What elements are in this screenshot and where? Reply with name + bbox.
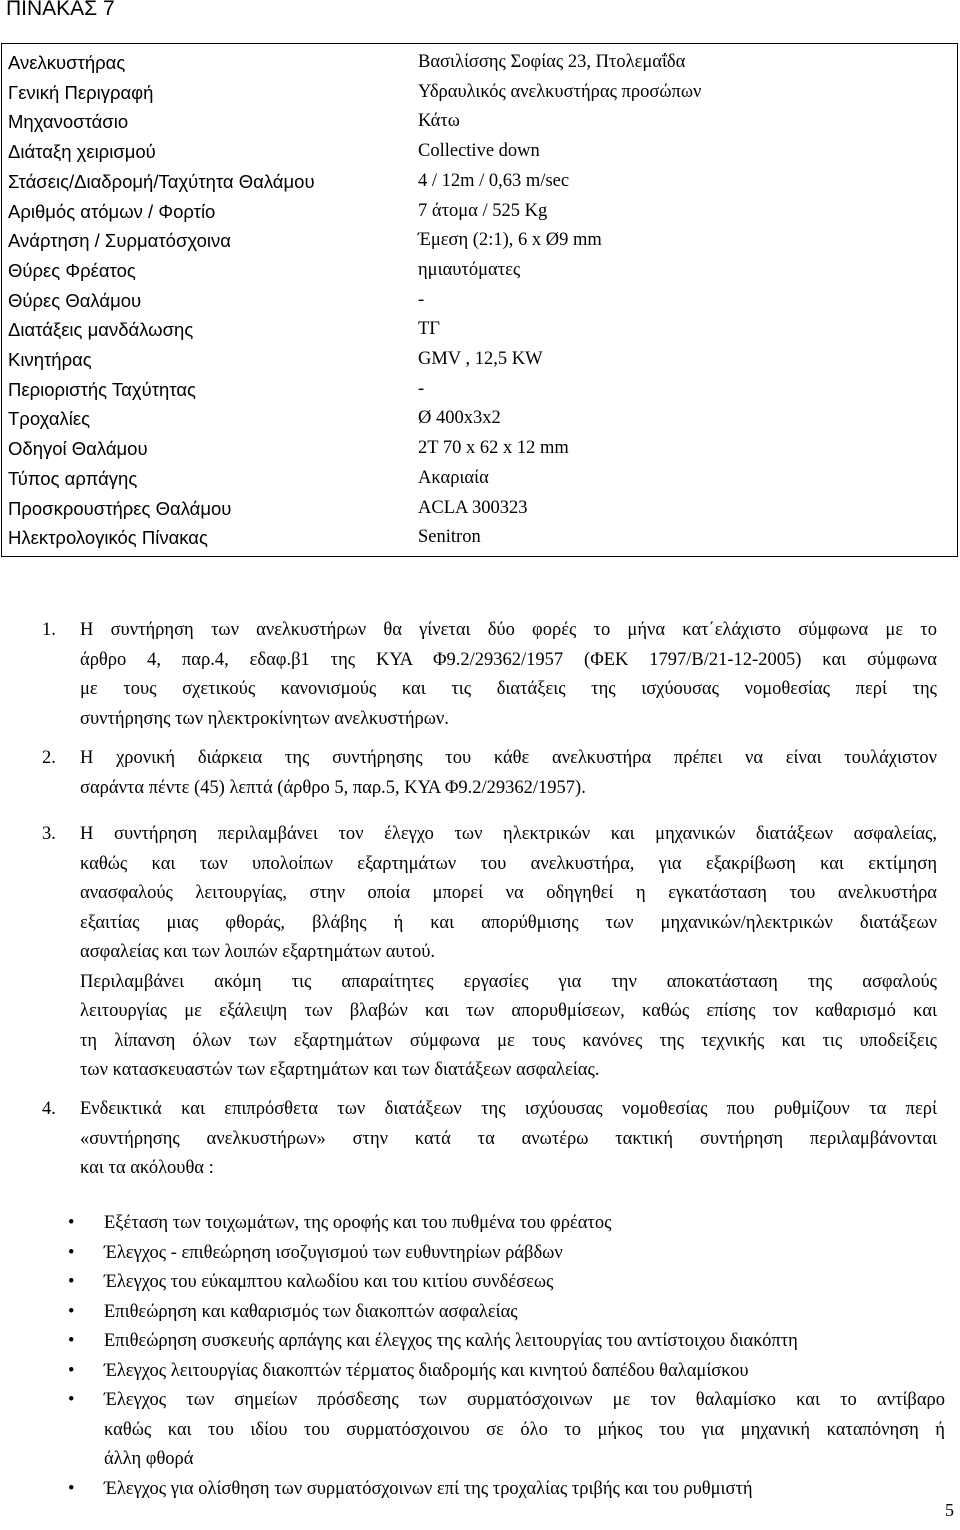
spec-row xyxy=(2,226,958,256)
item-line: λειτουργίας με εξάλειψη των βλαβών και των απορυθμίσεων, καθώς επίσης τον καθαρισμό και xyxy=(80,1001,937,1021)
bullet-text: Επιθεώρηση και καθαρισμός των διακοπτών ασφαλείας xyxy=(104,1301,518,1322)
spec-label: Περιοριστής Ταχύτητας xyxy=(8,378,196,400)
bullet-text: άλλη φθορά xyxy=(104,1449,194,1469)
bullet-text: Έλεγχος - επιθεώρηση ισοζυγισμού των ευθυντηρίων ράβδων xyxy=(104,1242,563,1263)
spec-label: Αριθμός ατόμων / Φορτίο xyxy=(8,200,216,222)
item-line: των κατασκευαστών των εξαρτημάτων και των διατάξεων ασφαλείας. xyxy=(80,1060,600,1080)
spec-row xyxy=(2,78,958,108)
bullet-icon: • xyxy=(68,1478,75,1499)
spec-label: Θύρες Φρέατος xyxy=(8,259,136,281)
bullet-item xyxy=(0,1298,945,1328)
spec-value: - xyxy=(418,289,425,310)
spec-value: 2T 70 x 62 x 12 mm xyxy=(418,438,569,459)
spec-label: Προσκρουστήρες Θαλάμου xyxy=(8,497,232,519)
item-line: με τους σχετικούς κανονισμούς και τις διατάξεις της ισχύουσας νομοθεσίας περί της xyxy=(80,679,937,699)
bullet-icon: • xyxy=(68,1331,75,1351)
bullet-list xyxy=(0,1209,945,1504)
spec-value: ημιαυτόματες xyxy=(418,259,521,280)
bullet-item xyxy=(0,1386,945,1475)
spec-label: Κινητήρας xyxy=(8,349,92,371)
bullet-item xyxy=(0,1475,945,1505)
spec-row xyxy=(2,464,958,494)
item-number: 4. xyxy=(42,1099,56,1119)
spec-row xyxy=(2,137,958,167)
item-line: Η συντήρηση των ανελκυστήρων θα γίνεται δύο φορές το μήνα κατ΄ελάχιστο σύμφωνα με το xyxy=(80,620,937,640)
item-line: Η συντήρηση περιλαμβάνει τον έλεγχο των ηλεκτρικών και μηχανικών διατάξεων ασφαλείας, xyxy=(80,824,937,844)
spec-value: Ø 400x3x2 xyxy=(418,408,501,429)
spec-row xyxy=(2,256,958,286)
bullet-icon: • xyxy=(68,1272,75,1292)
spec-row xyxy=(2,315,958,345)
spec-label: Μηχανοστάσιο xyxy=(8,111,129,133)
spec-label: Τύπος αρπάγης xyxy=(8,467,138,489)
bullet-text: Έλεγχος για ολίσθηση των συρματόσχοινων επί της τροχαλίας τριβής και του ρυθμιστή xyxy=(104,1478,753,1499)
bullet-item xyxy=(0,1209,945,1239)
spec-row xyxy=(2,167,958,197)
spec-label: Τροχαλίες xyxy=(8,408,91,430)
item-number: 2. xyxy=(42,748,56,768)
item-line: συντήρησης των ηλεκτροκίνητων ανελκυστήρων. xyxy=(80,708,449,729)
bullet-icon: • xyxy=(68,1301,75,1322)
spec-value: ΤΓ xyxy=(418,319,440,340)
bullet-item xyxy=(0,1268,945,1298)
spec-label: Ανάρτηση / Συρματόσχοινα xyxy=(8,230,231,252)
spec-row xyxy=(2,44,958,78)
spec-row xyxy=(2,494,958,524)
spec-row xyxy=(2,523,958,556)
item-number: 3. xyxy=(42,824,56,844)
item-line: «συντήρησης ανελκυστήρων» στην κατά τα ανωτέρω τακτική συντήρηση περιλαμβάνονται xyxy=(80,1128,937,1149)
item-line: Ενδεικτικά και επιπρόσθετα των διατάξεων της ισχύουσας νομοθεσίας που ρυθμίζουν τα περί xyxy=(80,1099,937,1119)
spec-label: Ηλεκτρολογικός Πίνακας xyxy=(8,527,208,549)
spec-label: Οδηγοί Θαλάμου xyxy=(8,438,148,460)
spec-row xyxy=(2,345,958,375)
bullet-icon: • xyxy=(68,1360,75,1381)
spec-value: Collective down xyxy=(418,141,540,162)
spec-value: - xyxy=(418,378,425,399)
spec-value: 4 / 12m / 0,63 m/sec xyxy=(418,170,570,191)
bullet-item xyxy=(0,1239,945,1269)
spec-value: Ακαριαία xyxy=(418,467,489,488)
spec-value: Έμεση (2:1), 6 x Ø9 mm xyxy=(418,230,602,251)
bullet-text: καθώς και του ιδίου του συρματόσχοινου σε όλο το μήκος του για μηχανική καταπόνηση ή xyxy=(104,1419,945,1440)
spec-value: Υδραυλικός ανελκυστήρας προσώπων xyxy=(418,81,702,102)
spec-row xyxy=(2,375,958,405)
item-line: καθώς και των υπολοίπων εξαρτημάτων του ανελκυστήρα, για εξακρίβωση και εκτίμηση xyxy=(80,853,937,874)
spec-label: Στάσεις/Διαδρομή/Ταχύτητα Θαλάμου xyxy=(8,170,315,192)
spec-value: GMV , 12,5 KW xyxy=(418,349,543,370)
spec-value: Βασιλίσσης Σοφίας 23, Πτολεμαΐδα xyxy=(418,52,686,72)
bullet-icon: • xyxy=(68,1213,75,1233)
item-line: άρθρο 4, παρ.4, εδαφ.β1 της ΚΥΑ Φ9.2/29362/1957 (ΦΕΚ 1797/Β/21-12-2005) και σύμφωνα xyxy=(80,649,937,670)
spec-label: Γενική Περιγραφή xyxy=(8,81,154,103)
spec-label: Θύρες Θαλάμου xyxy=(8,289,142,311)
page-number: 5 xyxy=(945,1500,954,1520)
spec-row xyxy=(2,404,958,434)
spec-value: Senitron xyxy=(418,527,481,548)
bullet-icon: • xyxy=(68,1242,75,1263)
item-number: 1. xyxy=(42,620,56,640)
spec-label: Διατάξεις μανδάλωσης xyxy=(8,319,194,341)
item-line: τη λίπανση όλων των εξαρτημάτων σύμφωνα με τους κανόνες της τεχνικής και τις υποδείξεις xyxy=(80,1030,937,1051)
item-line: ασφαλείας και των λοιπών εξαρτημάτων αυτού. xyxy=(80,942,436,962)
spec-row xyxy=(2,434,958,464)
spec-value: Κάτω xyxy=(418,111,460,132)
spec-row xyxy=(2,197,958,227)
bullet-icon: • xyxy=(68,1390,75,1410)
spec-row xyxy=(2,107,958,137)
spec-value: ACLA 300323 xyxy=(418,497,528,518)
spec-row xyxy=(2,286,958,316)
item-line: ανασφαλούς λειτουργίας, στην οποία μπορεί να οδηγηθεί η εγκατάσταση του ανελκυστήρα xyxy=(80,883,937,903)
item-line: εξαιτίας μιας φθοράς, βλάβης ή και απορύθμισης των μηχανικών/ηλεκτρικών διατάξεων xyxy=(80,912,937,933)
item-line: Η χρονική διάρκεια της συντήρησης του κάθε ανελκυστήρα πρέπει να είναι τουλάχιστον xyxy=(80,748,937,768)
bullet-item xyxy=(0,1327,945,1357)
item-line: σαράντα πέντε (45) λεπτά (άρθρο 5, παρ.5, ΚΥΑ Φ9.2/29362/1957). xyxy=(80,777,586,798)
item-line: και τα ακόλουθα : xyxy=(80,1158,214,1178)
bullet-item xyxy=(0,1357,945,1387)
spec-table xyxy=(1,43,958,557)
bullet-text: Έλεγχος λειτουργίας διακοπτών τέρματος διαδρομής και κινητού δαπέδου θαλαμίσκου xyxy=(104,1360,749,1381)
bullet-text: Επιθεώρηση συσκευής αρπάγης και έλεγχος της καλής λειτουργίας του αντίστοιχου διακόπτη xyxy=(104,1331,798,1351)
bullet-text: Έλεγχος του εύκαμπτου καλωδίου και του κιτίου συνδέσεως xyxy=(104,1272,554,1292)
spec-value: 7 άτομα / 525 Kg xyxy=(418,200,548,221)
spec-label: Ανελκυστήρας xyxy=(8,52,126,73)
bullet-text: Εξέταση των τοιχωμάτων, της οροφής και του πυθμένα του φρέατος xyxy=(104,1213,612,1233)
item-line: Περιλαμβάνει ακόμη τις απαραίτητες εργασίες για την αποκατάσταση της ασφαλούς xyxy=(80,971,937,992)
page-title: ΠΙΝΑΚΑΣ 7 xyxy=(6,0,115,20)
spec-label: Διάταξη χειρισμού xyxy=(8,141,156,163)
bullet-text: Έλεγχος των σημείων πρόσδεσης των συρματόσχοινων με τον θαλαμίσκο και το αντίβαρο xyxy=(104,1390,945,1410)
